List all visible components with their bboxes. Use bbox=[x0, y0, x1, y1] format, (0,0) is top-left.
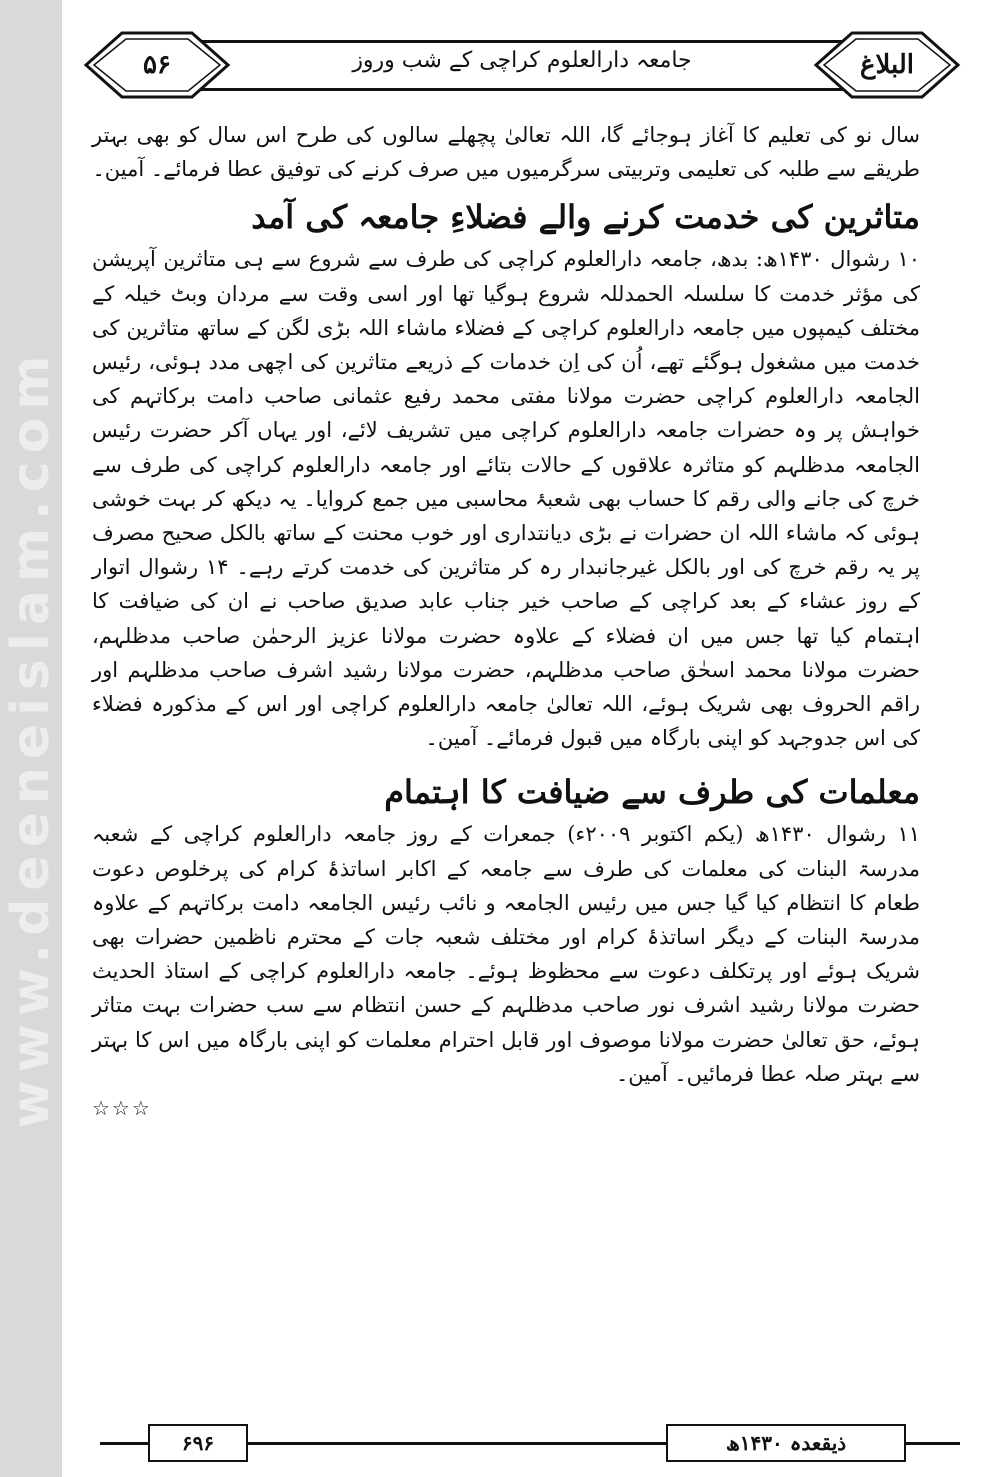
article-body bbox=[92, 118, 920, 1125]
footer-page-number: ۶۹۶ bbox=[148, 1424, 248, 1462]
site-watermark: www.deeneislam.com bbox=[1, 347, 61, 1129]
header-title: جامعہ دارالعلوم کراچی کے شب وروز bbox=[352, 48, 692, 73]
end-stars: ☆☆☆ bbox=[92, 1096, 152, 1121]
header-rule-bottom bbox=[142, 88, 902, 91]
intro-paragraph: سال نو کی تعلیم کا آغاز ہوجائے گا، اللہ تعالیٰ پچھلے سالوں کی طرح اس سال کو بھی بہتر طریقے سے طلبہ کی تعلیمی وتربیتی سرگرمیوں میں صرف کرنے کی توفیق عطا فرمائے۔ آمین۔ bbox=[92, 123, 920, 182]
footer-rule-middle bbox=[246, 1442, 666, 1445]
header-page-number: ۵۶ bbox=[143, 50, 171, 80]
page-footer bbox=[100, 1420, 960, 1460]
footer-rule-right bbox=[904, 1442, 960, 1445]
magazine-name: البلاغ bbox=[859, 50, 915, 80]
magazine-logo-badge bbox=[812, 30, 962, 100]
footer-issue-date: ذیقعدہ ۱۴۳۰ھ bbox=[666, 1424, 906, 1462]
section-heading-1: متاثرین کی خدمت کرنے والے فضلاءِ جامعہ کی آمد bbox=[251, 198, 920, 237]
section-2-paragraph: ۱۱ رشوال ۱۴۳۰ھ (یکم اکتوبر ۲۰۰۹ء) جمعرات کے روز جامعہ دارالعلوم کراچی کے شعبہ مدرسۃ البنات کی معلمات کی طرف سے جامعہ کے اکابر اساتذۂ کرام کی پرخلوص دعوت طعام کا انتظام کیا گیا جس میں رئیس الجامعہ و نائب رئیس الجامعہ دامت برکاتہم کے علاوہ مدرسۃ البنات کے دیگر اساتذۂ کرام اور مختلف شعبہ جات کے محترم ناظمین حضرات بھی شریک ہوئے اور پرتکلف دعوت سے محظوظ ہوئے۔ جامعہ دارالعلوم کراچی کے استاذ الحدیث حضرت مولانا رشید اشرف نور صاحب مدظلہم کے حسن انتظام سے سب حضرات بہت متاثر ہوئے، حق تعالیٰ حضرت مولانا موصوف اور قابل احترام معلمات کو اپنی بارگاہ میں اس کا بہتر سے بہتر صلہ عطا فرمائیں۔ آمین۔ bbox=[92, 822, 920, 1086]
side-watermark-band bbox=[0, 0, 62, 1477]
page-number-badge bbox=[82, 30, 232, 100]
section-1-paragraph: ۱۰ رشوال ۱۴۳۰ھ: بدھ، جامعہ دارالعلوم کراچی کی طرف سے شروع سے ہی متاثرین آپریشن کی مؤثر خدمت کا سلسلہ الحمدللہ شروع ہوگیا تھا اور اسی وقت سے مردان وبٹ خیلہ کے مختلف کیمپوں میں جامعہ دارالعلوم کراچی کے فضلاء ماشاء اللہ بڑی لگن کے ساتھ متاثرین کی خدمت میں مشغول ہوگئے تھے، اُن کی اِن خدمات کے ذریعے متاثرین کی اچھی مدد ہوئی، رئیس الجامعہ دارالعلوم کراچی حضرت مولانا مفتی محمد رفیع عثمانی صاحب دامت برکاتہم کی خواہش پر وہ حضرات جامعہ دارالعلوم کراچی میں تشریف لائے، اور یہاں آکر حضرت رئیس الجامعہ مدظلہم کو متاثرہ علاقوں کے حالات بتائے اور جامعہ دارالعلوم کراچی کی طرف سے خرچ کی جانے والی رقم کا حساب بھی شعبۂ محاسبی میں جمع کروایا۔ یہ دیکھ کر بہت خوشی ہوئی کہ ماشاء اللہ ان حضرات نے بڑی دیانتداری اور خوب محنت کے ساتھ بالکل صحیح مصرف پر یہ رقم خرچ کی اور بالکل غیرجانبدار رہ کر متاثرین کی خدمت کرتے رہے۔ ۱۴ رشوال اتوار کے روز عشاء کے بعد کراچی کے صاحب خیر جناب عابد صدیق صاحب نے ان کی ضیافت کا اہتمام کیا تھا جس میں ان فضلاء کے علاوہ حضرت مولانا عزیز الرحمٰن صاحب مدظلہم، حضرت مولانا محمد اسحٰق صاحب مدظلہم، حضرت مولانا رشید اشرف صاحب مدظلہم اور راقم الحروف بھی شریک ہوئے، اللہ تعالیٰ جامعہ دارالعلوم کراچی اور اس کے مذکورہ فضلاء کی اس جدوجہد کو اپنی بارگاہ میں قبول فرمائے۔ آمین۔ bbox=[92, 247, 920, 751]
header-rule-top bbox=[142, 40, 902, 43]
page-header bbox=[82, 28, 962, 104]
section-heading-2: معلمات کی طرف سے ضیافت کا اہتمام bbox=[384, 773, 920, 812]
